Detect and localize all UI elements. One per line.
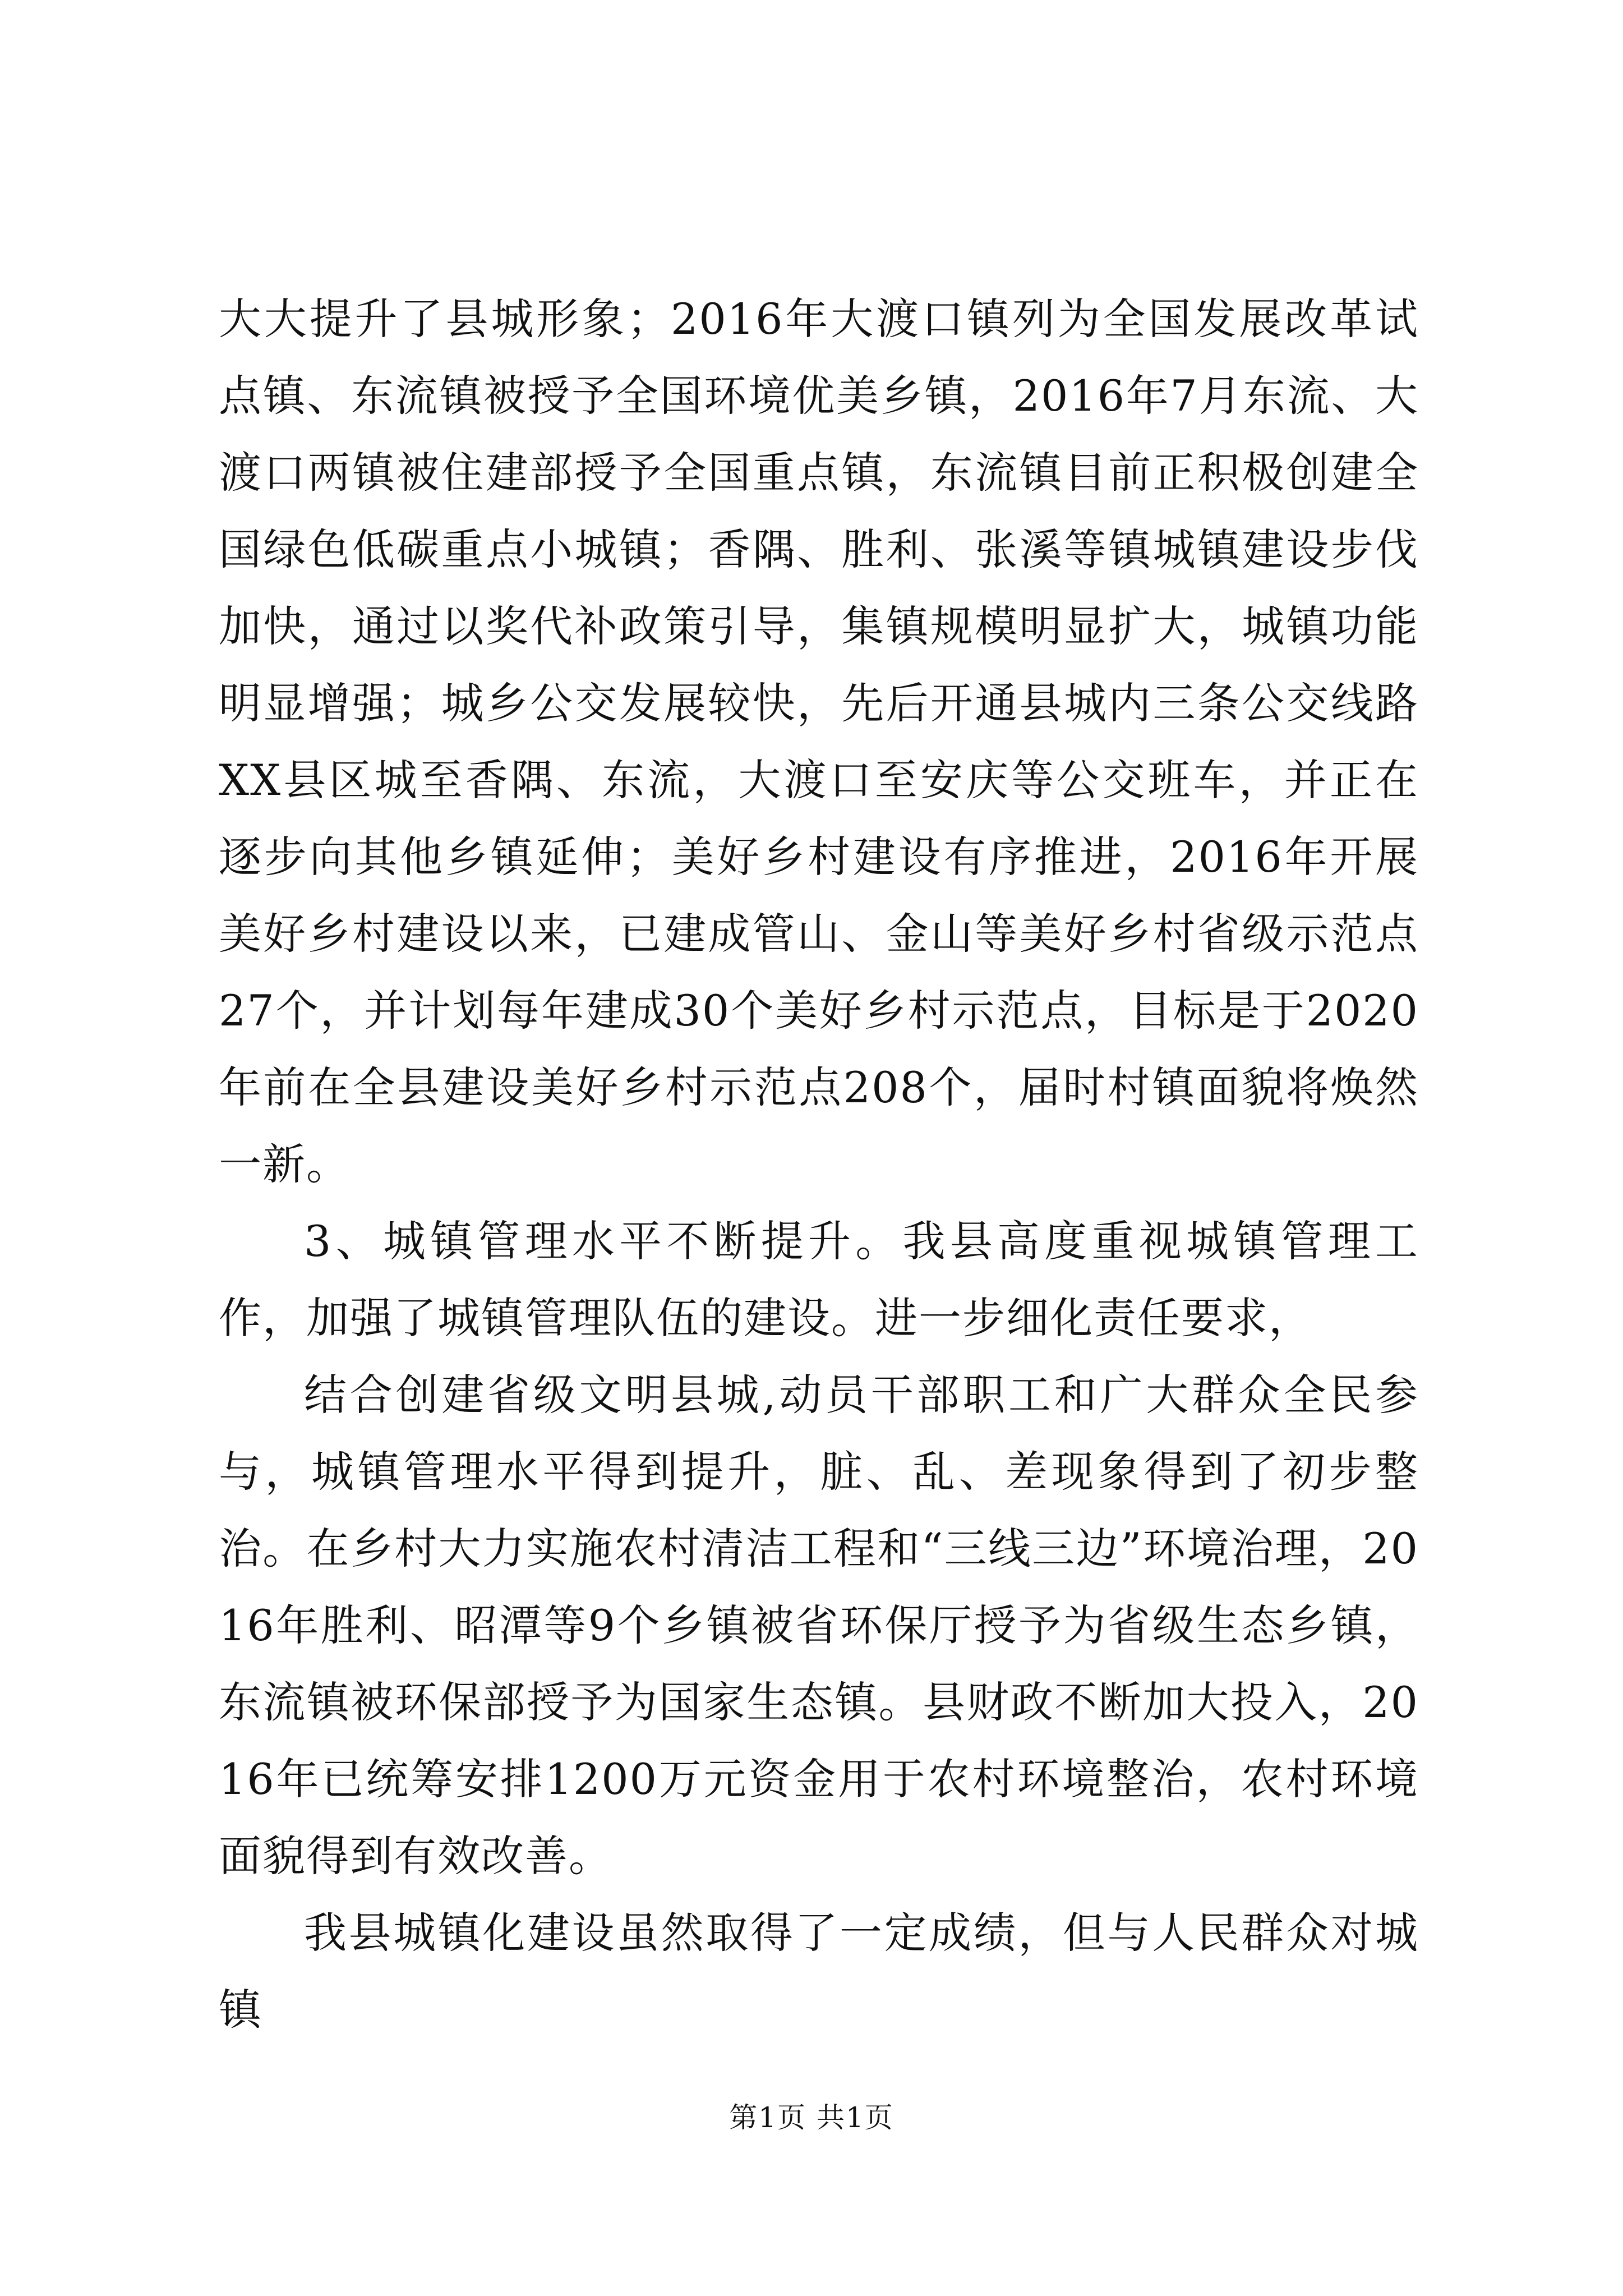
page-number-label: 第1页 共1页 — [729, 2101, 894, 2134]
paragraph-2: 3、城镇管理水平不断提升。我县高度重视城镇管理工作，加强了城镇管理队伍的建设。进一步细化责任要求， — [219, 1216, 1419, 1343]
paragraph-1: 大大提升了县城形象；2016年大渡口镇列为全国发展改革试点镇、东流镇被授予全国环境优美乡镇，2016年7月东流、大渡口两镇被住建部授予全国重点镇，东流镇目前正积极创建全国绿色低碳重点小城镇；香隅、胜利、张溪等镇城镇建设步伐加快，通过以奖代补政策引导，集镇规模明显扩大，城镇功能明显增强；城乡公交发展较快，先后开通县城内三条公交线路XX县区城至香隅、东流，大渡口至安庆等公交班车，并正在逐步向其他乡镇延伸；美好乡村建设有序推进，2016年开展美好乡村建设以来，已建成管山、金山等美好乡村省级示范点27个，并计划每年建成30个美好乡村示范点，目标是于2020年前在全县建设美好乡村示范点208个，届时村镇面貌将焕然一新。 — [219, 294, 1419, 1189]
document-body — [219, 280, 1419, 2048]
paragraph-3: 结合创建省级文明县城,动员干部职工和广大群众全民参与，城镇管理水平得到提升，脏、乱、差现象得到了初步整治。在乡村大力实施农村清洁工程和“三线三边”环境治理，2016年胜利、昭潭等9个乡镇被省环保厅授予为省级生态乡镇，东流镇被环保部授予为国家生态镇。县财政不断加大投入，2016年已统筹安排1200万元资金用于农村环境整治，农村环境面貌得到有效改善。 — [219, 1370, 1419, 1881]
page-footer — [0, 2095, 1623, 2140]
paragraph-4: 我县城镇化建设虽然取得了一定成绩，但与人民群众对城镇 — [219, 1908, 1419, 2035]
